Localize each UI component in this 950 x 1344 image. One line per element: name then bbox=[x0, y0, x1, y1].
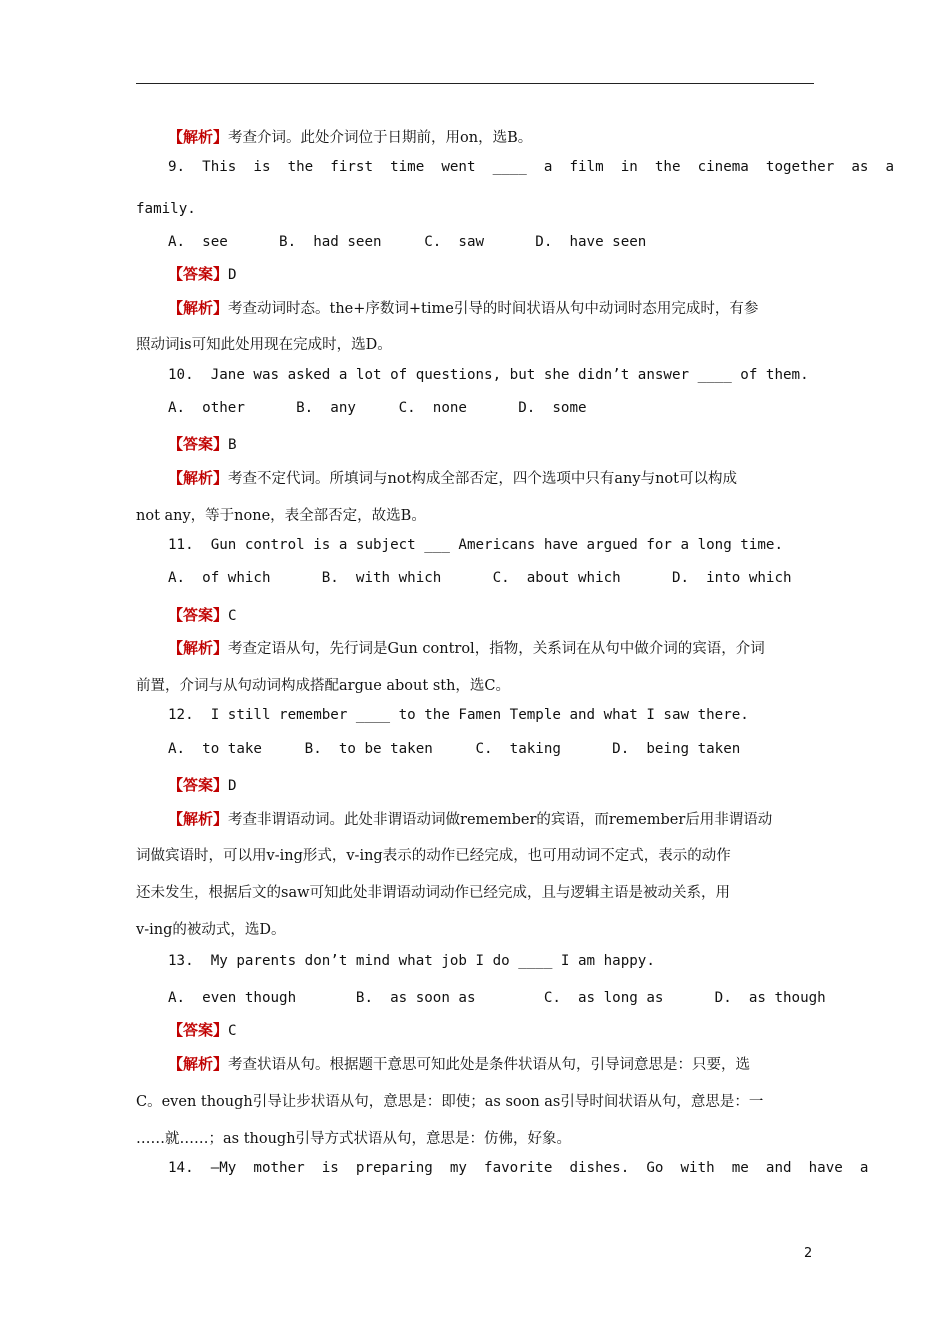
answer-tag: 【答案】 bbox=[168, 776, 229, 794]
answer-line bbox=[168, 433, 814, 456]
analysis-text: 考查介词。此处介词位于日期前，用on，选B。 bbox=[228, 130, 533, 146]
analysis-text-cont: 照动词is可知此处用现在完成时，选D。 bbox=[136, 337, 392, 353]
answer-value: D bbox=[228, 267, 237, 283]
question-12-options: A. to take B. to be taken C. taking D. being taken bbox=[168, 741, 741, 757]
answer-line bbox=[168, 774, 814, 797]
analysis-text-cont: v-ing的被动式，选D。 bbox=[136, 922, 286, 938]
header-rule bbox=[136, 83, 814, 84]
question-13-options: A. even though B. as soon as C. as long as D. as though bbox=[168, 990, 826, 1006]
question-11-stem: 11. Gun control is a subject ___ Americans have argued for a long time. bbox=[168, 537, 783, 553]
page-number: 2 bbox=[804, 1246, 813, 1261]
question-11-options: A. of which B. with which C. about which D. into which bbox=[168, 570, 792, 586]
question-10-stem: 10. Jane was asked a lot of questions, but she didn’t answer ____ of them. bbox=[168, 367, 809, 383]
analysis-tag: 【解析】 bbox=[168, 1055, 229, 1073]
answer-line bbox=[168, 263, 814, 286]
answer-value: B bbox=[228, 437, 237, 453]
analysis-text-cont: C。even though引导让步状语从句，意思是：即使；as soon as引导时间状语从句，意思是：一 bbox=[136, 1094, 764, 1110]
analysis-text: 考查定语从句，先行词是Gun control，指物，关系词在从句中做介词的宾语，介词 bbox=[228, 641, 765, 657]
answer-value: D bbox=[228, 778, 237, 794]
analysis-line bbox=[168, 467, 814, 490]
answer-tag: 【答案】 bbox=[168, 1021, 229, 1039]
question-10-options: A. other B. any C. none D. some bbox=[168, 400, 587, 416]
analysis-text-cont: 前置，介词与从句动词构成搭配argue about sth，选C。 bbox=[136, 678, 511, 694]
analysis-text-cont: ……就……；as though引导方式状语从句，意思是：仿佛，好象。 bbox=[136, 1131, 572, 1147]
analysis-text-cont: 词做宾语时，可以用v-ing形式，v-ing表示的动作已经完成，也可用动词不定式，表示的动作 bbox=[136, 848, 731, 864]
question-9-stem-cont: family. bbox=[136, 201, 196, 217]
analysis-text-cont: not any，等于none，表全部否定，故选B。 bbox=[136, 508, 426, 524]
answer-value: C bbox=[228, 1023, 237, 1039]
analysis-tag: 【解析】 bbox=[168, 810, 229, 828]
analysis-tag: 【解析】 bbox=[168, 639, 229, 657]
answer-tag: 【答案】 bbox=[168, 606, 229, 624]
question-9-options: A. see B. had seen C. saw D. have seen bbox=[168, 234, 647, 250]
answer-line bbox=[168, 604, 814, 627]
analysis-line bbox=[168, 637, 814, 660]
analysis-line bbox=[168, 126, 814, 149]
answer-value: C bbox=[228, 608, 237, 624]
answer-tag: 【答案】 bbox=[168, 265, 229, 283]
analysis-text: 考查非谓语动词。此处非谓语动词做remember的宾语，而remember后用非谓语动 bbox=[228, 812, 773, 828]
analysis-line bbox=[168, 808, 814, 831]
answer-line bbox=[168, 1019, 814, 1042]
answer-tag: 【答案】 bbox=[168, 435, 229, 453]
question-12-stem: 12. I still remember ____ to the Famen Temple and what I saw there. bbox=[168, 707, 749, 723]
analysis-tag: 【解析】 bbox=[168, 299, 229, 317]
analysis-line bbox=[168, 1053, 814, 1076]
analysis-line bbox=[168, 297, 814, 320]
analysis-tag: 【解析】 bbox=[168, 469, 229, 487]
analysis-text: 考查不定代词。所填词与not构成全部否定，四个选项中只有any与not可以构成 bbox=[228, 471, 737, 487]
analysis-text-cont: 还未发生，根据后文的saw可知此处非谓语动词动作已经完成，且与逻辑主语是被动关系，用 bbox=[136, 885, 730, 901]
question-13-stem: 13. My parents don’t mind what job I do ____ I am happy. bbox=[168, 953, 655, 969]
question-14-stem: 14. —My mother is preparing my favorite dishes. Go with me and have a bbox=[168, 1160, 869, 1176]
question-9-stem: 9. This is the first time went ____ a film in the cinema together as a bbox=[168, 159, 895, 175]
analysis-text: 考查动词时态。the+序数词+time引导的时间状语从句中动词时态用完成时，有参 bbox=[228, 301, 759, 317]
analysis-tag: 【解析】 bbox=[168, 128, 229, 146]
analysis-text: 考查状语从句。根据题干意思可知此处是条件状语从句，引导词意思是：只要，选 bbox=[228, 1057, 751, 1073]
